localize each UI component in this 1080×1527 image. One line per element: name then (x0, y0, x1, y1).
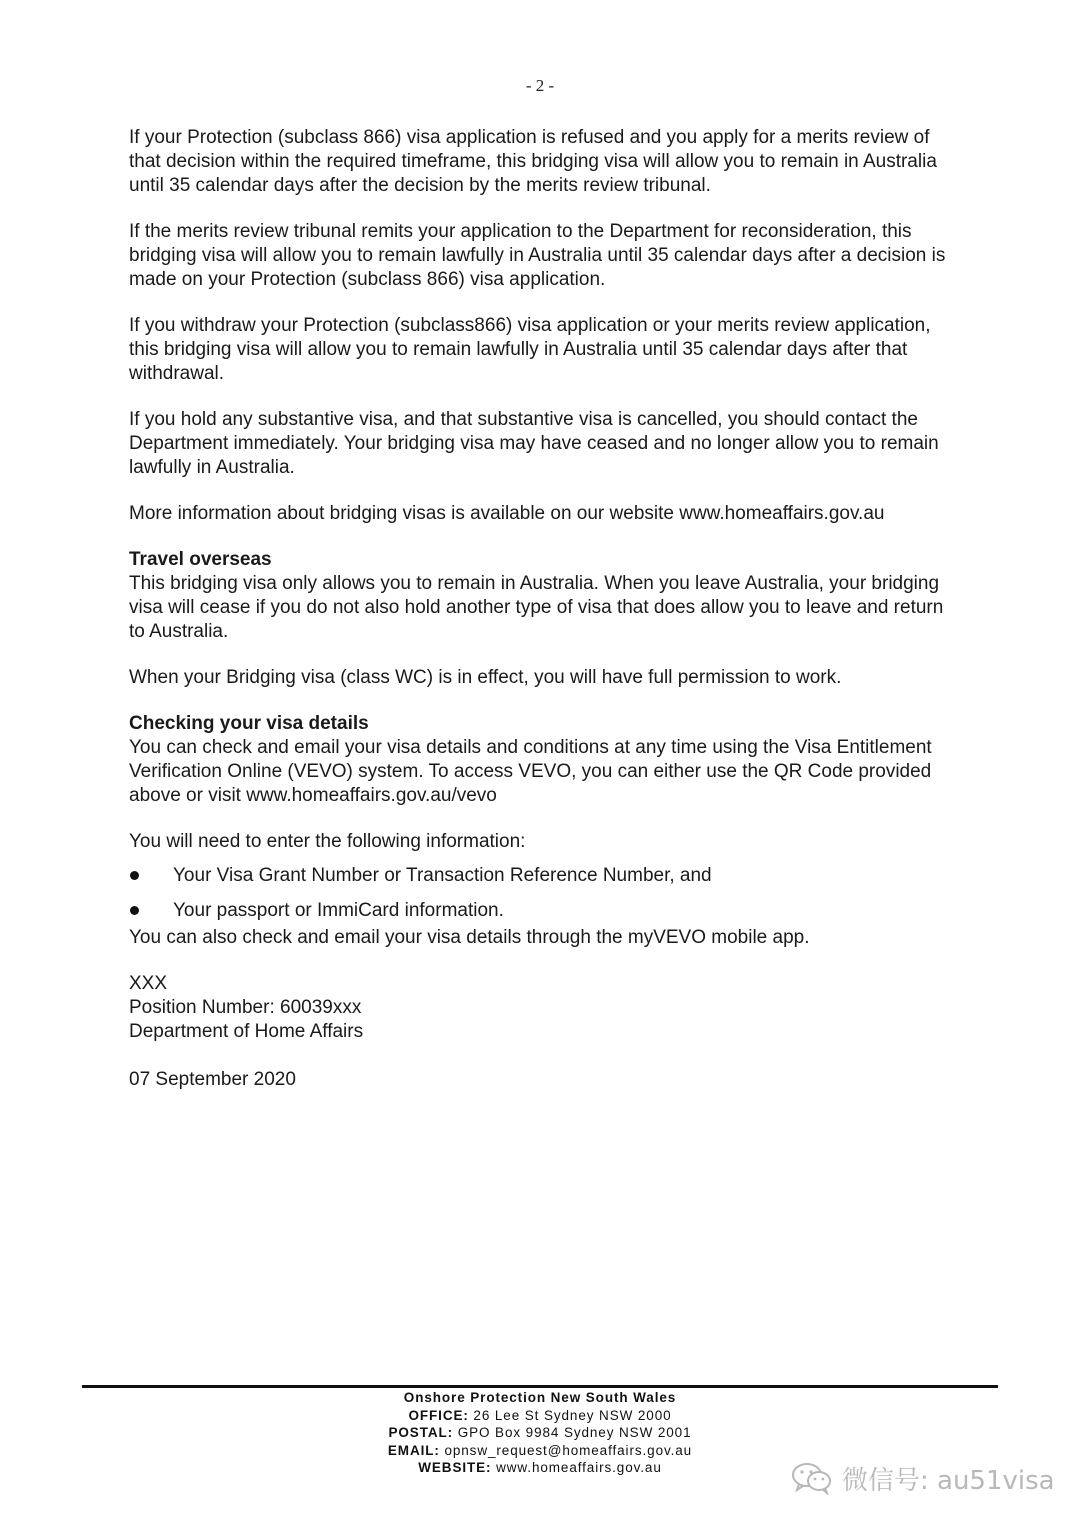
checking-visa-body: You can check and email your visa details and conditions at any time using the Visa Entitlement Verification Online (VEVO) system. To access VEVO, you can either use the QR Code provided above or visit www.homeaffairs.gov.au/vevo (129, 737, 932, 806)
wechat-icon (790, 1461, 834, 1495)
footer-office (0, 1407, 1080, 1425)
paragraph-merits-review: If your Protection (subclass 866) visa application is refused and you apply for a merits review of that decision within the required timeframe, this bridging visa will allow you to remain in Australia until 35 calendar days after the decision by the merits review tribunal. (129, 127, 937, 196)
paragraph-substantive-visa: If you hold any substantive visa, and that substantive visa is cancelled, you should contact the Department immediately. Your bridging visa may have ceased and no longer allow you to remain lawfully in Australia. (129, 409, 939, 478)
travel-overseas-section (129, 548, 959, 644)
signatory-name: XXX (129, 973, 168, 994)
footer-postal-label: POSTAL: (388, 1425, 454, 1440)
footer-website-value: www.homeaffairs.gov.au (496, 1460, 662, 1475)
checking-visa-section (129, 712, 959, 808)
paragraph-withdrawal: If you withdraw your Protection (subclass866) visa application or your merits review application, this bridging visa will allow you to remain lawfully in Australia until 35 calendar days after that withdrawal. (129, 315, 931, 384)
footer-website-label: WEBSITE: (418, 1460, 492, 1475)
paragraph-need-info: You will need to enter the following information: (129, 831, 526, 852)
travel-overseas-body: This bridging visa only allows you to remain in Australia. When you leave Australia, your bridging visa will cease if you do not also hold another type of visa that does allow you to leave and return to Australia. (129, 573, 944, 642)
list-item-text: Your Visa Grant Number or Transaction Reference Number, and (173, 865, 712, 886)
paragraph-work-permission: When your Bridging visa (class WC) is in effect, you will have full permission to work. (129, 667, 842, 688)
position-number: Position Number: 60039xxx (129, 997, 362, 1018)
checking-visa-heading: Checking your visa details (129, 713, 369, 734)
footer-org: Onshore Protection New South Wales (403, 1390, 677, 1405)
paragraph-myvevo: You can also check and email your visa details through the myVEVO mobile app. (129, 927, 810, 948)
footer-email (0, 1442, 1080, 1460)
footer-email-label: EMAIL: (387, 1442, 440, 1458)
footer-office-value: 26 Lee St Sydney NSW 2000 (473, 1407, 672, 1423)
letter-date: 07 September 2020 (129, 1069, 296, 1090)
footer-postal-value: GPO Box 9984 Sydney NSW 2001 (457, 1425, 692, 1440)
watermark-text: 微信号: au51visa (842, 1465, 1055, 1496)
department-name: Department of Home Affairs (129, 1021, 364, 1042)
letter-body (129, 126, 959, 1114)
page-number: - 2 - (525, 76, 555, 95)
bullet-icon (130, 906, 139, 915)
footer-email-value: opnsw_request@homeaffairs.gov.au (444, 1442, 693, 1458)
footer-postal (0, 1424, 1080, 1442)
list-item-text: Your passport or ImmiCard information. (173, 900, 504, 921)
footer-divider (82, 1385, 998, 1388)
footer-office-label: OFFICE: (408, 1407, 469, 1423)
bullet-icon (130, 871, 139, 880)
watermark (790, 1458, 1055, 1498)
list-item (129, 864, 959, 888)
list-item (129, 899, 959, 923)
required-info-list (129, 864, 959, 923)
paragraph-remittal: If the merits review tribunal remits your application to the Department for reconsideration, this bridging visa will allow you to remain lawfully in Australia until 35 calendar days after a decision is made on your Protection (subclass 866) visa application. (129, 221, 946, 290)
travel-overseas-heading: Travel overseas (129, 549, 272, 570)
signature-block (129, 972, 959, 1044)
paragraph-more-information: More information about bridging visas is available on our website www.homeaffairs.gov.au (129, 503, 885, 524)
